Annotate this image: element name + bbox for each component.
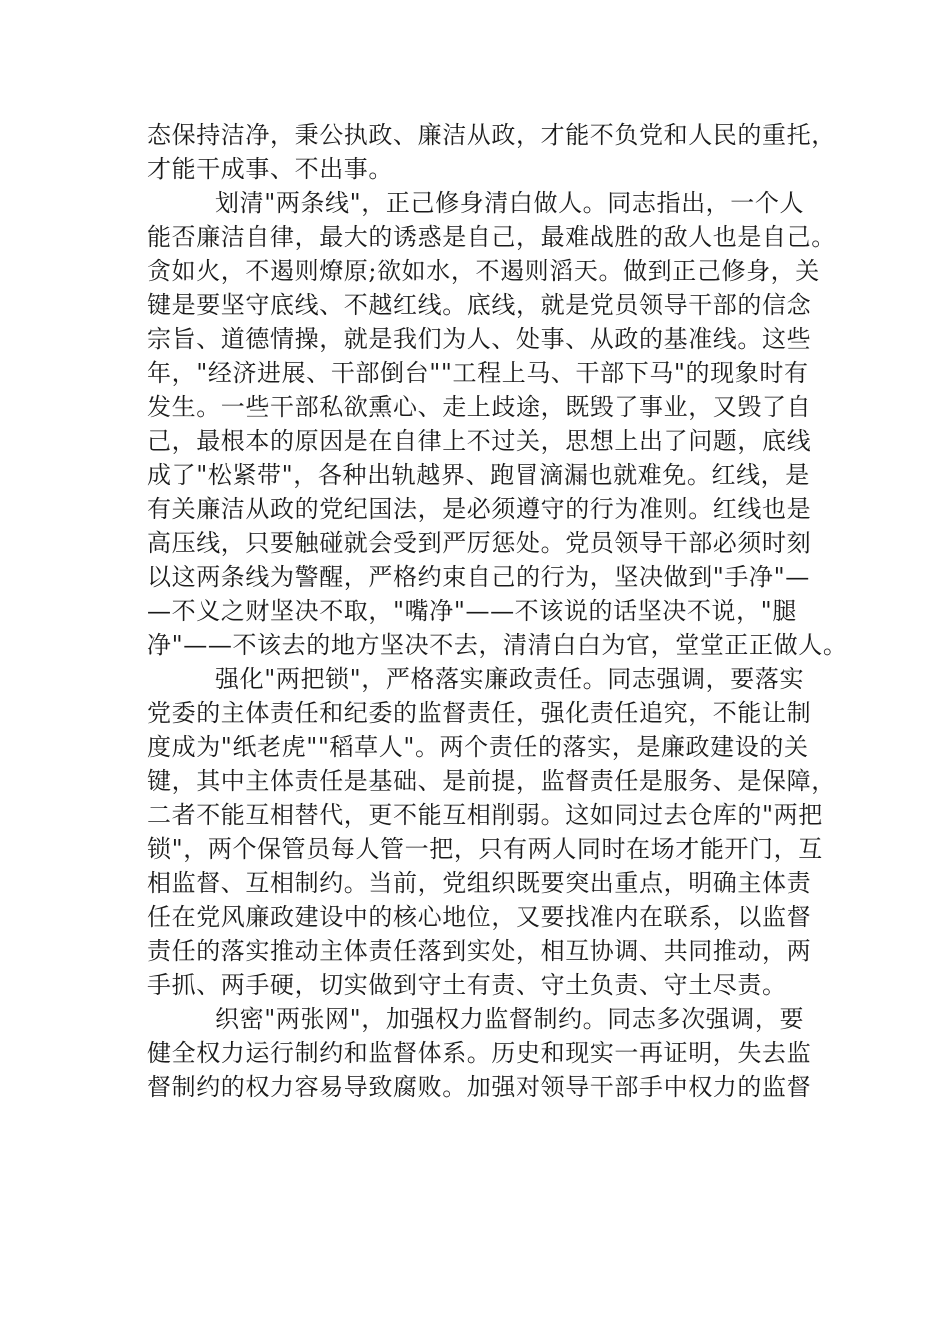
- text-line: 态保持洁净，秉公执政、廉洁从政，才能不负党和人民的重托，: [147, 121, 836, 149]
- text-line: 有关廉洁从政的党纪国法，是必须遵守的行为准则。红线也是: [147, 495, 812, 523]
- text-line: 健全权力运行制约和监督体系。历史和现实一再证明，失去监: [147, 1039, 812, 1067]
- text-line: 贪如火，不遏则燎原;欲如水，不遏则滔天。做到正己修身，关: [147, 257, 820, 285]
- paragraph-p1: [147, 118, 836, 186]
- text-line: 手抓、两手硬，切实做到守土有责、守土负责、守土尽责。: [147, 971, 787, 999]
- text-line: 年，"经济进展、干部倒台""工程上马、干部下马"的现象时有: [147, 359, 809, 387]
- text-line: 发生。一些干部私欲熏心、走上歧途，既毁了事业，又毁了自: [147, 393, 812, 421]
- text-line: —不义之财坚决不取，"嘴净"——不该说的话坚决不说，"腿: [147, 597, 797, 625]
- text-line: 高压线，只要触碰就会受到严厉惩处。党员领导干部必须时刻: [147, 529, 812, 557]
- text-line: 党委的主体责任和纪委的监督责任，强化责任追究，不能让制: [147, 699, 812, 727]
- text-line: 织密"两张网"，加强权力监督制约。同志多次强调，要: [215, 1005, 805, 1033]
- paragraph-p4: [147, 1002, 827, 1104]
- text-line: 督制约的权力容易导致腐败。加强对领导干部手中权力的监督: [147, 1073, 812, 1101]
- text-line: 划清"两条线"，正己修身清白做人。同志指出，一个人: [215, 189, 805, 217]
- text-line: 净"——不该去的地方坚决不去，清清白白为官，堂堂正正做人。: [147, 631, 848, 659]
- text-line: 度成为"纸老虎""稻草人"。两个责任的落实，是廉政建设的关: [147, 733, 809, 761]
- paragraph-p2: [147, 186, 848, 662]
- text-line: 责任的落实推动主体责任落到实处，相互协调、共同推动，两: [147, 937, 812, 965]
- text-line: 二者不能互相替代，更不能互相削弱。这如同过去仓库的"两把: [147, 801, 823, 829]
- text-line: 强化"两把锁"，严格落实廉政责任。同志强调，要落实: [215, 665, 805, 693]
- text-line: 以这两条线为警醒，严格约束自己的行为，坚决做到"手净"—: [147, 563, 810, 591]
- text-line: 能否廉洁自律，最大的诱惑是自己，最难战胜的敌人也是自己。: [147, 223, 836, 251]
- document-body: [147, 118, 848, 1104]
- text-line: 成了"松紧带"，各种出轨越界、跑冒滴漏也就难免。红线，是: [147, 461, 810, 489]
- text-line: 相监督、互相制约。当前，党组织既要突出重点，明确主体责: [147, 869, 812, 897]
- text-line: 键，其中主体责任是基础、是前提，监督责任是服务、是保障，: [147, 767, 836, 795]
- text-line: 己，最根本的原因是在自律上不过关，思想上出了问题，底线: [147, 427, 812, 455]
- text-line: 键是要坚守底线、不越红线。底线，就是党员领导干部的信念: [147, 291, 812, 319]
- text-line: 任在党风廉政建设中的核心地位，又要找准内在联系，以监督: [147, 903, 812, 931]
- text-line: 锁"，两个保管员每人管一把，只有两人同时在场才能开门，互: [147, 835, 823, 863]
- paragraph-p3: [147, 662, 836, 1002]
- text-line: 宗旨、道德情操，就是我们为人、处事、从政的基准线。这些: [147, 325, 812, 353]
- text-line: 才能干成事、不出事。: [147, 155, 393, 183]
